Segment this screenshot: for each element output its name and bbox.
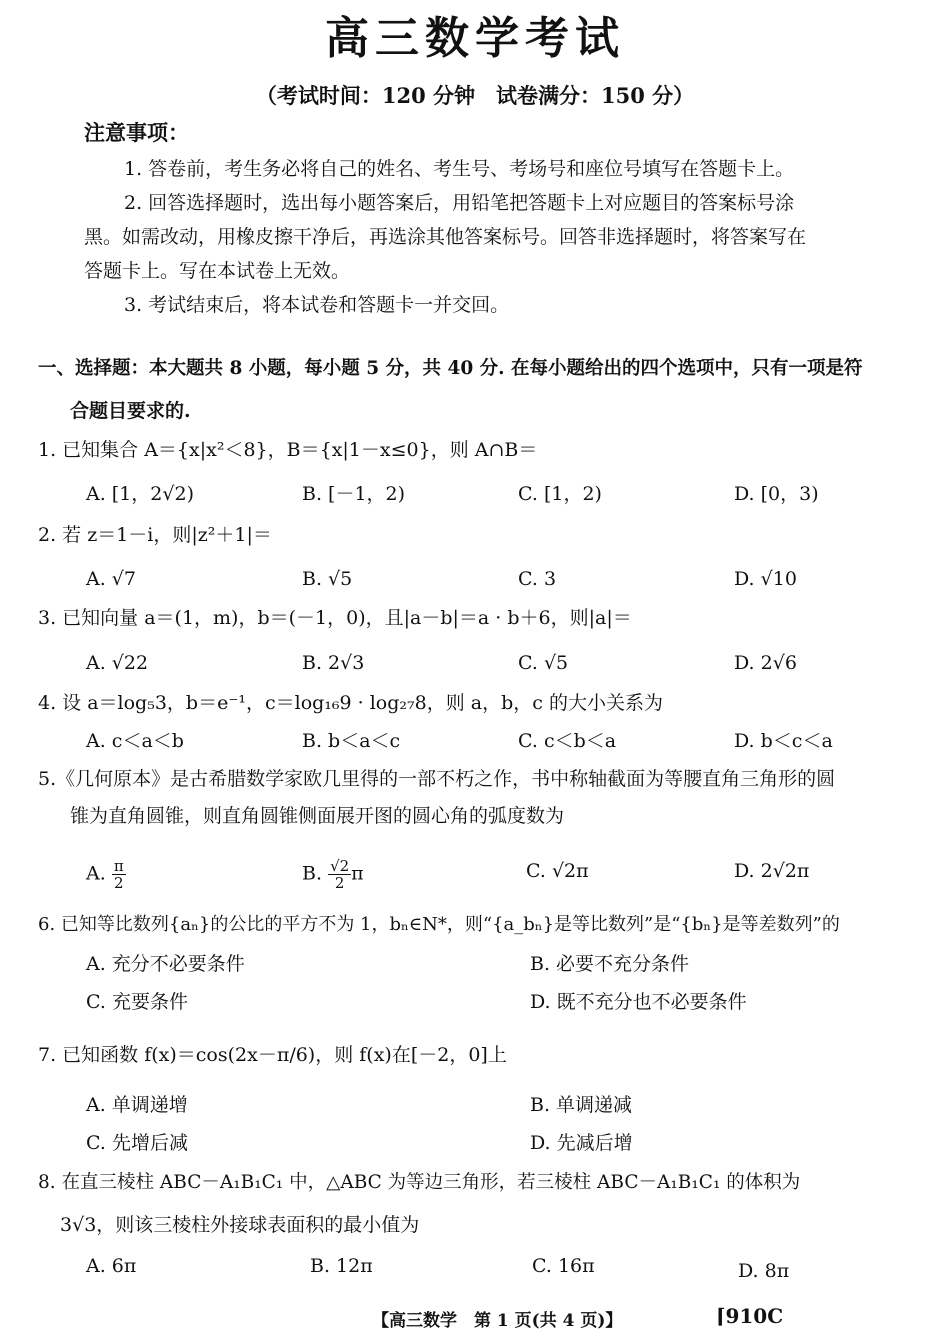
question-stem: 3. 已知向量 a＝(1，m)，b＝(－1，0)，且|a－b|＝a · b＋6，则|a|＝ <box>38 607 632 629</box>
notice-line: 答题卡上。写在本试卷上无效。 <box>84 260 351 282</box>
option-d: D. 8π <box>738 1260 790 1282</box>
option-b: B. 12π <box>310 1255 373 1277</box>
option-b: B. [－1，2) <box>302 483 406 505</box>
notice-line: 2. 回答选择题时，选出每小题答案后，用铅笔把答题卡上对应题目的答案标号涂 <box>124 192 795 214</box>
question-stem: 6. 已知等比数列{aₙ}的公比的平方不为 1，bₙ∈N*，则“{a_bₙ}是等比数列”是“{bₙ}是等差数列”的 <box>38 914 840 935</box>
option-d: D. b＜c＜a <box>734 730 833 752</box>
question-stem: 7. 已知函数 f(x)＝cos(2x－π/6)，则 f(x)在[－2，0]上 <box>38 1044 507 1066</box>
option-d: D. 先减后增 <box>530 1132 633 1154</box>
option-c: C. 先增后减 <box>86 1132 188 1154</box>
fraction-numerator: √2 <box>330 857 350 875</box>
question-stem: 4. 设 a＝log₅3，b＝e⁻¹，c＝log₁₆9 · log₂₇8，则 a，b，c 的大小关系为 <box>38 692 663 714</box>
fraction <box>112 858 126 891</box>
section-heading-cont: 合题目要求的. <box>70 400 191 422</box>
option-c: C. √5 <box>518 652 569 674</box>
option-d: D. [0，3) <box>734 483 819 505</box>
question-stem-cont: 3√3，则该三棱柱外接球表面积的最小值为 <box>60 1214 420 1236</box>
option-c: C. 3 <box>518 568 557 590</box>
option-d: D. 2√2π <box>734 860 810 882</box>
option-a <box>86 858 126 891</box>
page-footer: 【高三数学 第 1 页(共 4 页)】 <box>372 1311 623 1331</box>
section-heading: 一、选择题：本大题共 8 小题，每小题 5 分，共 40 分. 在每小题给出的四个选项中，只有一项是符 <box>38 358 863 379</box>
notice-line: 1. 答卷前，考生务必将自己的姓名、考生号、考场号和座位号填写在答题卡上。 <box>124 158 795 180</box>
fraction-denominator: 2 <box>334 874 345 892</box>
option-c: C. 16π <box>532 1255 595 1277</box>
option-a: A. 充分不必要条件 <box>86 953 245 975</box>
option-b-label: B. <box>302 862 323 885</box>
notice-heading: 注意事项： <box>84 120 189 145</box>
pi-symbol: π <box>351 862 364 885</box>
paper-code: ⌈910C <box>716 1304 784 1328</box>
exam-info: （考试时间：120 分钟 试卷满分：150 分） <box>255 83 695 108</box>
option-d: D. √10 <box>734 568 797 590</box>
fraction-denominator: 2 <box>113 874 124 892</box>
option-c: C. c＜b＜a <box>518 730 617 752</box>
option-d: D. 既不充分也不必要条件 <box>530 991 747 1013</box>
option-b <box>302 858 364 891</box>
option-c: C. √2π <box>526 860 589 882</box>
option-b: B. b＜a＜c <box>302 730 401 752</box>
option-a: A. √7 <box>86 568 136 590</box>
fraction-numerator: π <box>113 857 124 875</box>
option-d: D. 2√6 <box>734 652 797 674</box>
question-stem-cont: 锥为直角圆锥，则直角圆锥侧面展开图的圆心角的弧度数为 <box>70 805 565 827</box>
question-stem: 8. 在直三棱柱 ABC－A₁B₁C₁ 中，△ABC 为等边三角形，若三棱柱 ABC－A₁B₁C₁ 的体积为 <box>38 1172 801 1193</box>
notice-line: 黑。如需改动，用橡皮擦干净后，再选涂其他答案标号。回答非选择题时，将答案写在 <box>84 226 807 248</box>
option-c: C. [1，2) <box>518 483 602 505</box>
option-a-label: A. <box>86 862 106 885</box>
question-stem: 2. 若 z＝1－i，则|z²＋1|＝ <box>38 524 272 546</box>
option-a: A. 6π <box>86 1255 137 1277</box>
option-b: B. √5 <box>302 568 353 590</box>
option-a: A. √22 <box>86 652 149 674</box>
question-stem: 1. 已知集合 A＝{x|x²＜8}，B＝{x|1－x≤0}，则 A∩B＝ <box>38 439 538 461</box>
option-b: B. 单调递减 <box>530 1094 633 1116</box>
option-a: A. 单调递增 <box>86 1094 188 1116</box>
option-a: A. c＜a＜b <box>86 730 184 752</box>
question-stem: 5.《几何原本》是古希腊数学家欧几里得的一部不朽之作，书中称轴截面为等腰直角三角形的圆 <box>38 768 836 790</box>
option-b: B. 2√3 <box>302 652 365 674</box>
notice-line: 3. 考试结束后，将本试卷和答题卡一并交回。 <box>124 294 510 316</box>
option-b: B. 必要不充分条件 <box>530 953 690 975</box>
fraction <box>328 858 351 891</box>
page-title: 高三数学考试 <box>325 13 625 64</box>
option-a: A. [1，2√2) <box>86 483 194 505</box>
option-c: C. 充要条件 <box>86 991 188 1013</box>
